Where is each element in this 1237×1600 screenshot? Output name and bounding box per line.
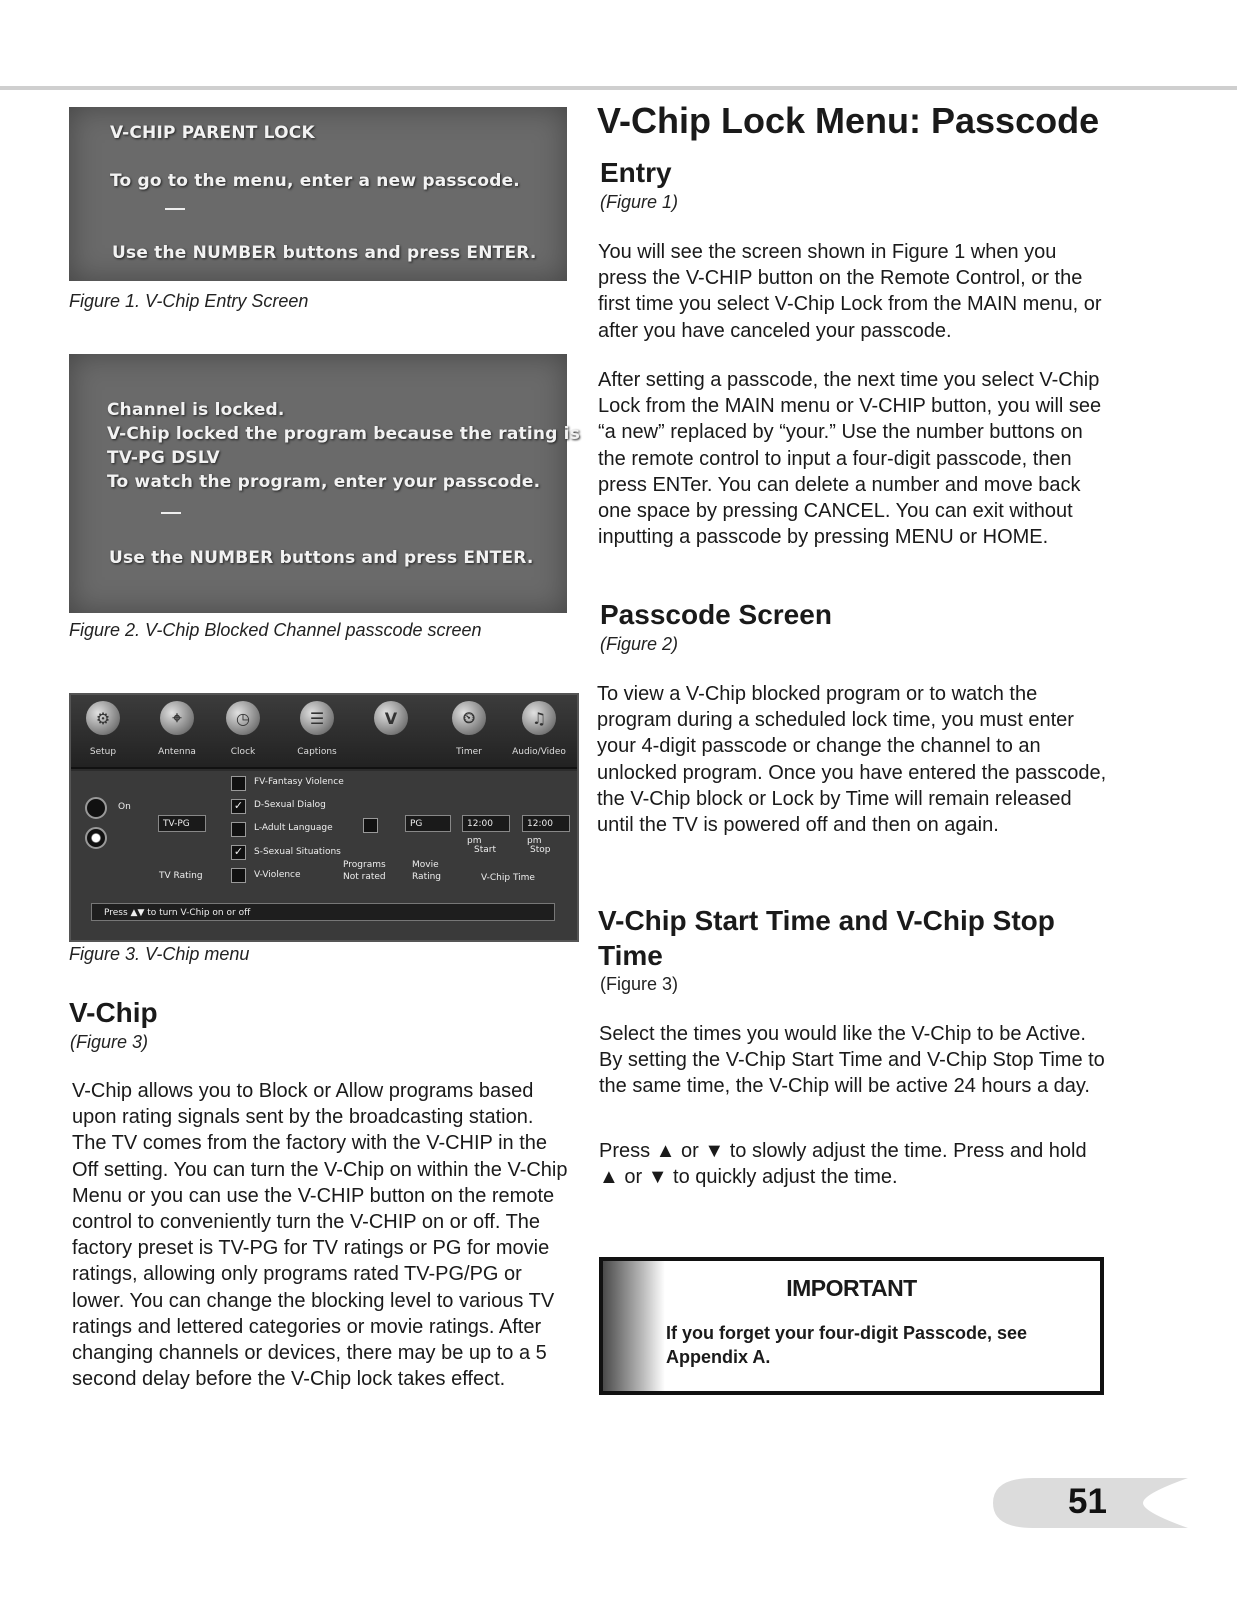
entry-figure-ref: (Figure 1) bbox=[600, 192, 679, 212]
stop-label: Stop bbox=[530, 845, 551, 855]
vchip-on-radio[interactable] bbox=[85, 797, 107, 819]
start-label: Start bbox=[474, 845, 496, 855]
figure-3-caption: Figure 3. V-Chip menu bbox=[69, 944, 250, 964]
movie-rating-label: Movie Rating bbox=[412, 860, 442, 882]
toolbar-item-timer[interactable] bbox=[447, 701, 491, 757]
screen-line: To go to the menu, enter a new passcode. bbox=[110, 171, 520, 191]
top-rule bbox=[0, 86, 1237, 90]
vchip-paragraph: V-Chip allows you to Block or Allow programs based upon rating signals sent by the broadcasting station. The TV comes from the factory with the V-CHIP in the Off setting. You can turn the V-Chip on within the V-Chip Menu or you can use the V-CHIP button on the remote control to conveniently turn the V-CHIP on or off. The factory preset is TV-PG for TV ratings or PG for movie ratings, allowing only programs rated TV-PG/PG or lower. You can change the blocking level to various TV ratings and lettered categories or movie ratings. After changing channels or devices, there may be up to a 5 second delay before the V-Chip lock takes effect. bbox=[72, 1080, 568, 1391]
l-label: L-Adult Language bbox=[254, 823, 333, 833]
v-label: V-Violence bbox=[254, 870, 301, 880]
setup-icon: ⚙ bbox=[86, 701, 120, 735]
toolbar-item-setup[interactable] bbox=[81, 701, 125, 757]
important-title: IMPORTANT bbox=[786, 1275, 917, 1301]
passcode-screen-heading: Passcode Screen bbox=[600, 599, 832, 630]
start-stop-heading: V-Chip Start Time and V-Chip Stop Time bbox=[598, 905, 1055, 971]
toolbar-item-antenna[interactable] bbox=[155, 701, 199, 757]
programs-not-rated-checkbox[interactable] bbox=[363, 818, 378, 833]
figure-1-caption: Figure 1. V-Chip Entry Screen bbox=[69, 291, 309, 311]
antenna-icon: ⌖ bbox=[160, 701, 194, 735]
on-label: On bbox=[118, 802, 131, 812]
screen-line: V-CHIP PARENT LOCK bbox=[110, 123, 315, 143]
toolbar-label: Timer bbox=[456, 747, 482, 757]
start-stop-paragraph-2: Press ▲ or ▼ to slowly adjust the time. Press and hold ▲ or ▼ to quickly adjust the time. bbox=[599, 1140, 1087, 1189]
s-checkbox[interactable]: ✓ bbox=[231, 845, 246, 860]
important-text: If you forget your four-digit Passcode, see Appendix A. bbox=[666, 1323, 1028, 1367]
d-label: D-Sexual Dialog bbox=[254, 800, 326, 810]
toolbar-label: Captions bbox=[297, 747, 337, 757]
menu-toolbar bbox=[71, 695, 577, 769]
figure-2-caption: Figure 2. V-Chip Blocked Channel passcode screen bbox=[69, 620, 482, 640]
s-label: S-Sexual Situations bbox=[254, 847, 341, 857]
tv-rating-select[interactable]: TV-PG bbox=[158, 815, 206, 832]
fv-label: FV-Fantasy Violence bbox=[254, 777, 344, 787]
figure-3-vchip-menu bbox=[69, 693, 579, 942]
entry-paragraph-2: After setting a passcode, the next time you select V-Chip Lock from the MAIN menu or V-CHIP button, you will see “a new” replaced by “your.” Use the number buttons on the remote control to input a four-digit passcode, then press ENTer. You can delete a number and move back one space by pressing CANCEL. You can exit without inputting a passcode by pressing MENU or HOME. bbox=[598, 369, 1102, 549]
captions-icon: ☰ bbox=[300, 701, 334, 735]
start-time-field[interactable]: 12:00 pm bbox=[462, 815, 510, 832]
screen-line: Use the NUMBER buttons and press ENTER. bbox=[109, 548, 534, 568]
vchip-lock-icon: V bbox=[374, 701, 408, 735]
passcode-screen-figure-ref: (Figure 2) bbox=[600, 634, 679, 654]
figure-2-screen bbox=[69, 354, 581, 613]
passcode-placeholder bbox=[165, 208, 185, 210]
start-stop-paragraph-1: Select the times you would like the V-Chip to be Active. By setting the V-Chip Start Time and V-Chip Stop Time to the same time, the V-Chip will be active 24 hours a day. bbox=[599, 1023, 1105, 1098]
toolbar-label: Antenna bbox=[158, 747, 196, 757]
toolbar-label: Audio/Video bbox=[512, 747, 566, 757]
movie-rating-select[interactable]: PG bbox=[405, 815, 451, 832]
timer-icon: ⏲ bbox=[452, 701, 486, 735]
passcode-placeholder bbox=[161, 512, 181, 514]
screen-line: V-Chip locked the program because the rating is bbox=[107, 424, 581, 444]
passcode-screen-paragraph: To view a V-Chip blocked program or to watch the program during a scheduled lock time, you must enter your 4-digit passcode or change the channel to an unlocked program. Once you have entered the passcode, the V-Chip block or Lock by Time will remain released until the TV is powered off and then on again. bbox=[597, 683, 1107, 837]
page-number: 51 bbox=[1068, 1482, 1107, 1521]
fv-checkbox[interactable] bbox=[231, 776, 246, 791]
vchip-heading: V-Chip bbox=[69, 997, 158, 1028]
screen-line: TV-PG DSLV bbox=[107, 448, 220, 468]
vchip-off-radio[interactable] bbox=[85, 827, 107, 849]
toolbar-item-vchip[interactable] bbox=[369, 701, 413, 735]
stop-time-field[interactable]: 12:00 pm bbox=[522, 815, 570, 832]
toolbar-label: Setup bbox=[89, 747, 117, 757]
screen-line: Channel is locked. bbox=[107, 400, 285, 420]
important-notice bbox=[599, 1257, 1104, 1395]
vchip-time-label: V-Chip Time bbox=[481, 873, 535, 883]
status-bar: Press ▲▼ to turn V-Chip on or off bbox=[91, 903, 555, 921]
figure-1-screen bbox=[69, 107, 567, 281]
v-checkbox[interactable] bbox=[231, 868, 246, 883]
screen-line: Use the NUMBER buttons and press ENTER. bbox=[112, 243, 537, 263]
audio-video-icon: ♫ bbox=[522, 701, 556, 735]
tv-rating-label: TV Rating bbox=[159, 871, 203, 881]
toolbar-item-captions[interactable] bbox=[295, 701, 339, 757]
entry-paragraph-1: You will see the screen shown in Figure 1 when you press the V-CHIP button on the Remote Control, or the first time you select V-Chip Lock from the MAIN menu, or after you have canceled your passcode. bbox=[598, 241, 1102, 342]
toolbar-item-audio-video[interactable] bbox=[512, 701, 566, 757]
entry-heading: Entry bbox=[600, 157, 672, 188]
toolbar-item-clock[interactable] bbox=[221, 701, 265, 757]
d-checkbox[interactable]: ✓ bbox=[231, 799, 246, 814]
toolbar-label: Clock bbox=[230, 747, 256, 757]
programs-not-rated-label: Programs Not rated bbox=[343, 860, 386, 882]
clock-icon: ◷ bbox=[226, 701, 260, 735]
l-checkbox[interactable] bbox=[231, 822, 246, 837]
start-stop-figure-ref: (Figure 3) bbox=[600, 974, 679, 994]
page-title: V-Chip Lock Menu: Passcode bbox=[597, 100, 1100, 141]
vchip-figure-ref: (Figure 3) bbox=[70, 1032, 149, 1052]
screen-line: To watch the program, enter your passcode. bbox=[107, 472, 541, 492]
